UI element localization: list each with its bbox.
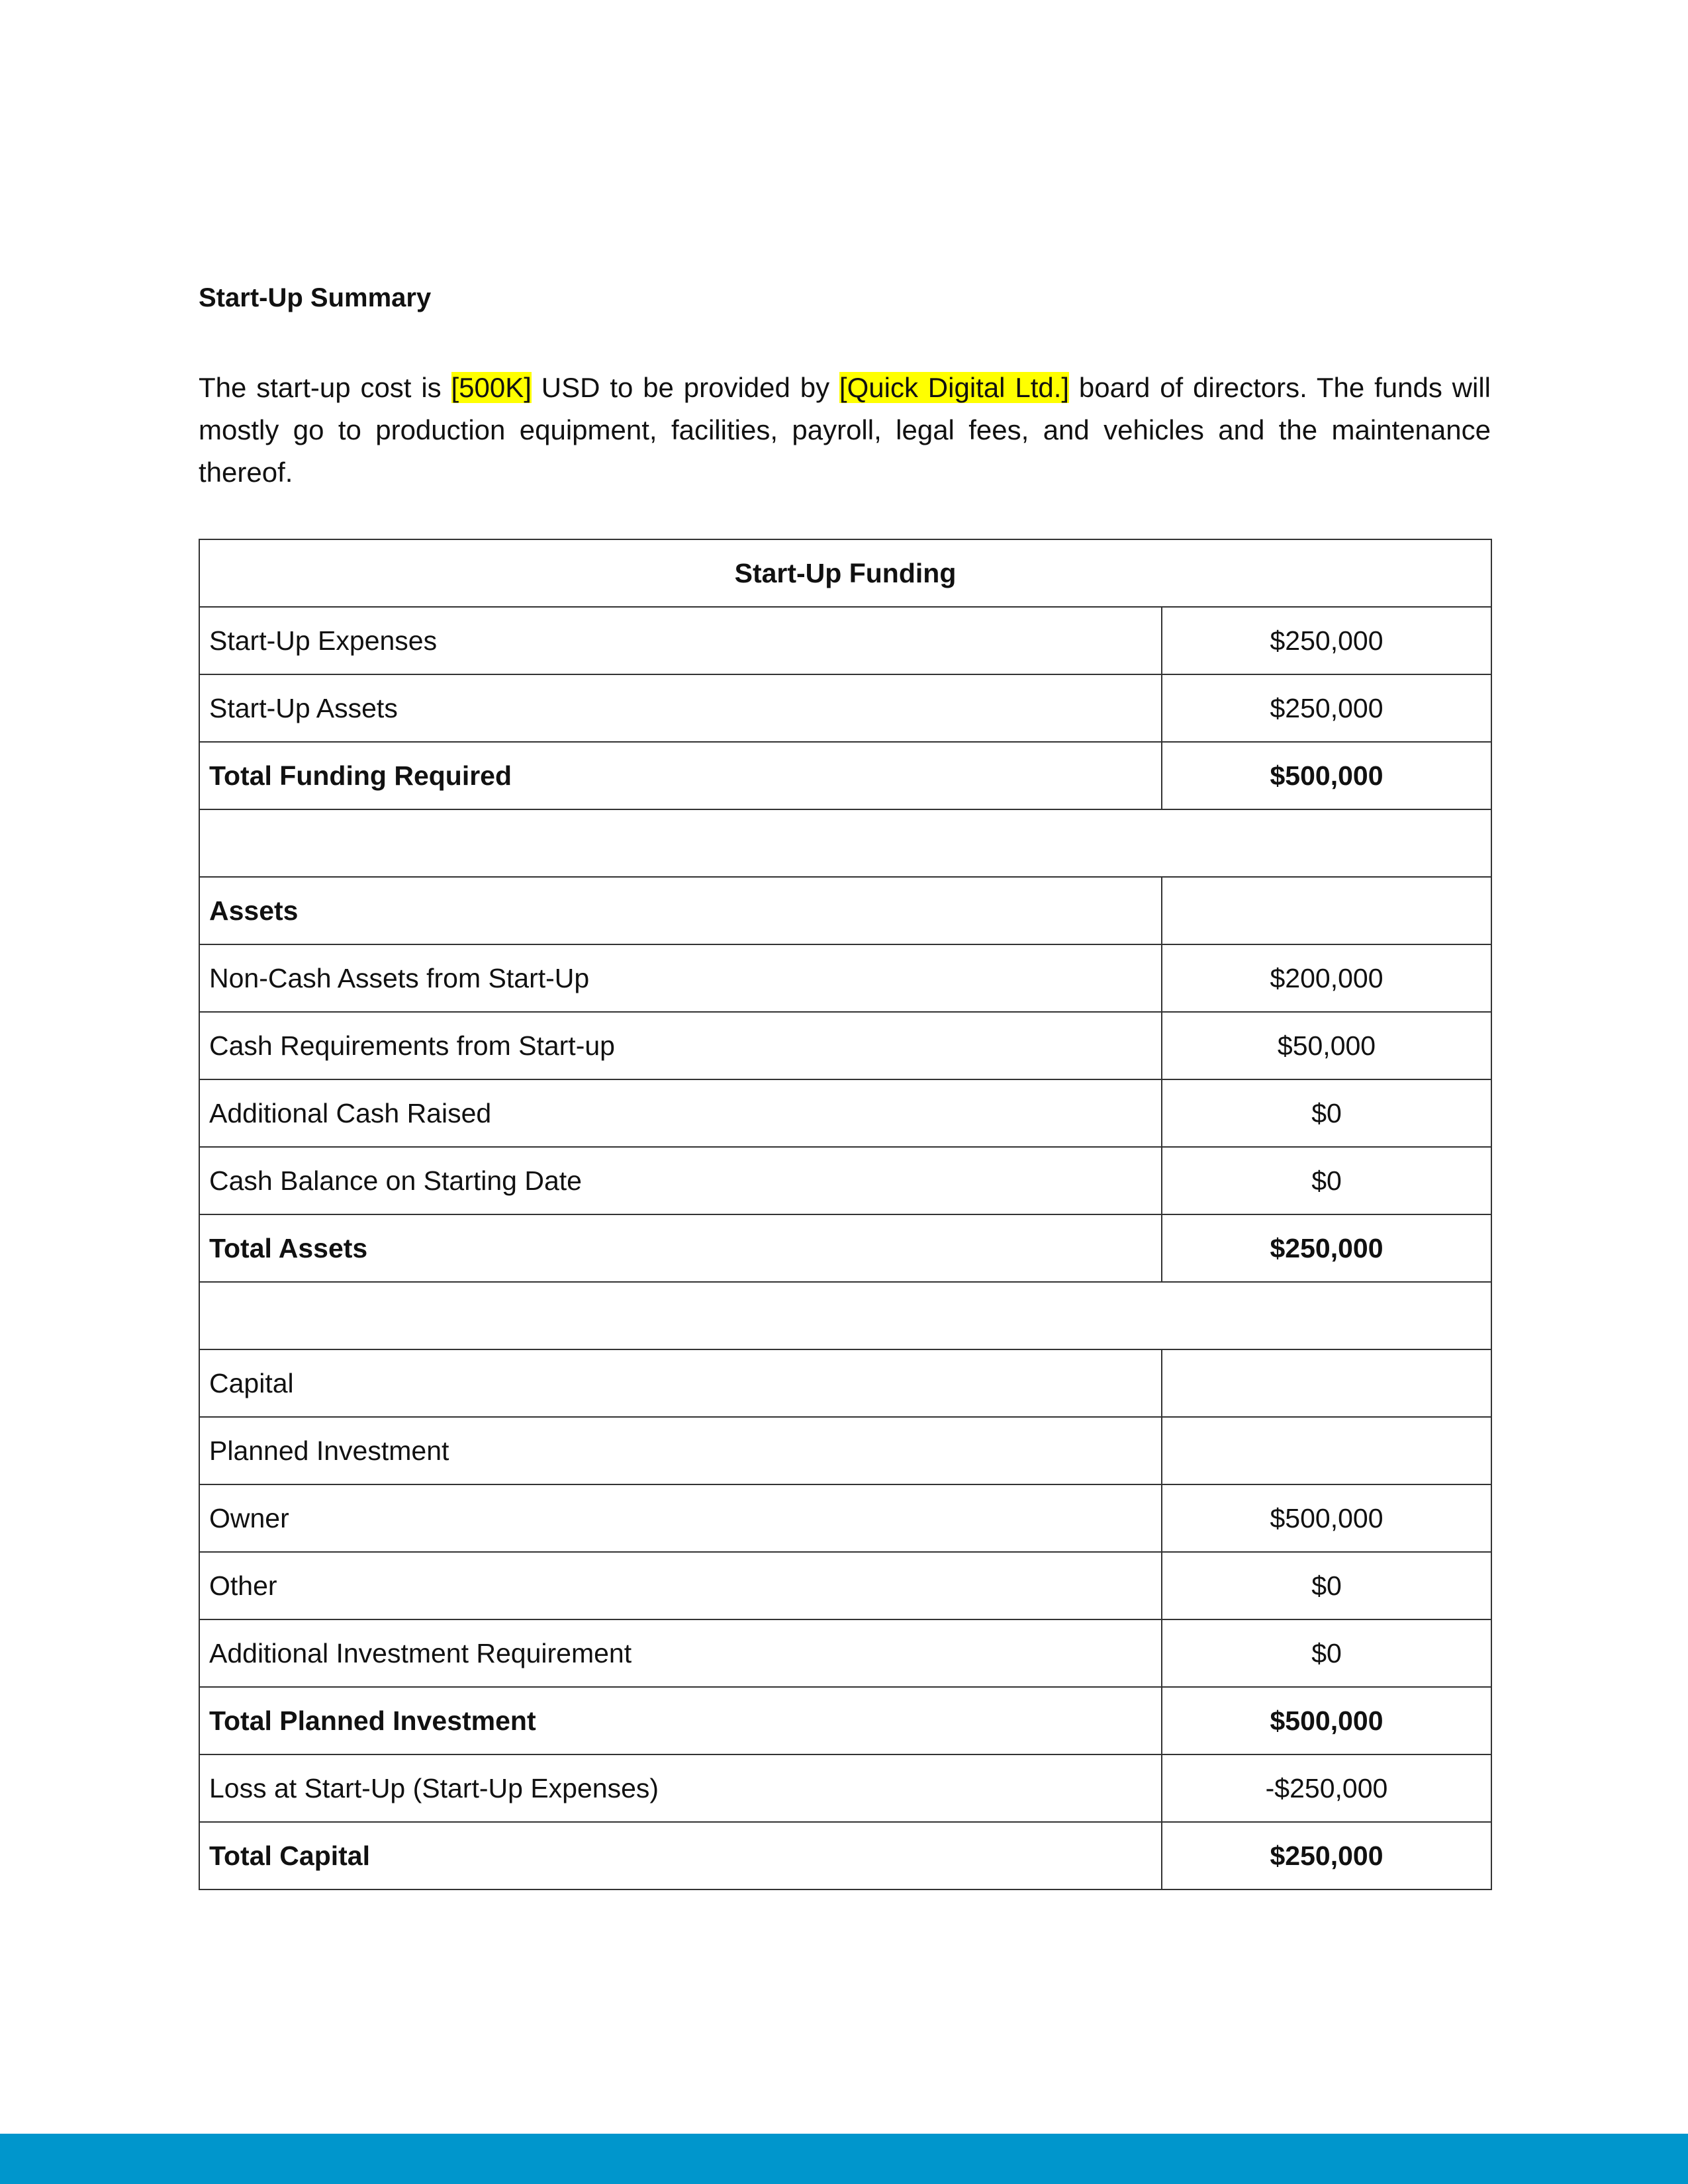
row-label: Planned Investment bbox=[199, 1417, 1162, 1484]
intro-text-2: USD to be provided by bbox=[531, 372, 839, 403]
row-label: Total Capital bbox=[199, 1822, 1162, 1889]
table-title-row bbox=[199, 539, 1491, 607]
row-label: Cash Requirements from Start-up bbox=[199, 1012, 1162, 1079]
row-label: Assets bbox=[199, 877, 1162, 944]
row-value: $0 bbox=[1162, 1147, 1491, 1214]
intro-text-1: The start-up cost is bbox=[199, 372, 451, 403]
table-spacer-row bbox=[199, 1282, 1491, 1349]
row-value bbox=[1162, 877, 1491, 944]
table-total-row bbox=[199, 1687, 1491, 1754]
table-row bbox=[199, 1619, 1491, 1687]
row-value: $250,000 bbox=[1162, 1822, 1491, 1889]
spacer-cell bbox=[199, 809, 1491, 877]
intro-paragraph bbox=[199, 367, 1491, 494]
row-value: $0 bbox=[1162, 1079, 1491, 1147]
row-value: $0 bbox=[1162, 1619, 1491, 1687]
table-row bbox=[199, 1349, 1491, 1417]
row-value: $250,000 bbox=[1162, 674, 1491, 742]
table-total-row bbox=[199, 1214, 1491, 1282]
table-total-row bbox=[199, 1822, 1491, 1889]
row-value bbox=[1162, 1417, 1491, 1484]
table-row bbox=[199, 1552, 1491, 1619]
startup-funding-table bbox=[199, 539, 1492, 1890]
table-row bbox=[199, 674, 1491, 742]
table-section-row bbox=[199, 877, 1491, 944]
row-label: Owner bbox=[199, 1484, 1162, 1552]
row-value: $0 bbox=[1162, 1552, 1491, 1619]
row-label: Total Assets bbox=[199, 1214, 1162, 1282]
section-heading: Start-Up Summary bbox=[199, 283, 432, 312]
highlighted-company: [Quick Digital Ltd.] bbox=[839, 372, 1070, 403]
row-value: $250,000 bbox=[1162, 1214, 1491, 1282]
row-value bbox=[1162, 1349, 1491, 1417]
table-row bbox=[199, 1079, 1491, 1147]
row-label: Cash Balance on Starting Date bbox=[199, 1147, 1162, 1214]
row-value: $500,000 bbox=[1162, 742, 1491, 809]
row-label: Start-Up Assets bbox=[199, 674, 1162, 742]
row-label: Capital bbox=[199, 1349, 1162, 1417]
row-value: $500,000 bbox=[1162, 1484, 1491, 1552]
table-row bbox=[199, 607, 1491, 674]
row-value: $250,000 bbox=[1162, 607, 1491, 674]
table-row bbox=[199, 1484, 1491, 1552]
intro-text-3: board of directors. The funds will mostly go to production equipment, facilities, payroll, legal fees, and vehicles and the maintenance thereof. bbox=[199, 372, 1491, 488]
table-row bbox=[199, 1147, 1491, 1214]
row-label: Additional Cash Raised bbox=[199, 1079, 1162, 1147]
table-row bbox=[199, 1012, 1491, 1079]
row-label: Additional Investment Requirement bbox=[199, 1619, 1162, 1687]
row-label: Non-Cash Assets from Start-Up bbox=[199, 944, 1162, 1012]
spacer-cell bbox=[199, 1282, 1491, 1349]
table-row bbox=[199, 1417, 1491, 1484]
row-label: Loss at Start-Up (Start-Up Expenses) bbox=[199, 1754, 1162, 1822]
row-label: Start-Up Expenses bbox=[199, 607, 1162, 674]
table-row bbox=[199, 944, 1491, 1012]
row-value: -$250,000 bbox=[1162, 1754, 1491, 1822]
footer-accent-bar bbox=[0, 2134, 1688, 2184]
row-label: Other bbox=[199, 1552, 1162, 1619]
table-row bbox=[199, 1754, 1491, 1822]
row-value: $200,000 bbox=[1162, 944, 1491, 1012]
row-label: Total Planned Investment bbox=[199, 1687, 1162, 1754]
row-value: $500,000 bbox=[1162, 1687, 1491, 1754]
table-spacer-row bbox=[199, 809, 1491, 877]
table-title: Start-Up Funding bbox=[199, 539, 1491, 607]
row-label: Total Funding Required bbox=[199, 742, 1162, 809]
table-total-row bbox=[199, 742, 1491, 809]
highlighted-amount: [500K] bbox=[451, 372, 532, 403]
row-value: $50,000 bbox=[1162, 1012, 1491, 1079]
